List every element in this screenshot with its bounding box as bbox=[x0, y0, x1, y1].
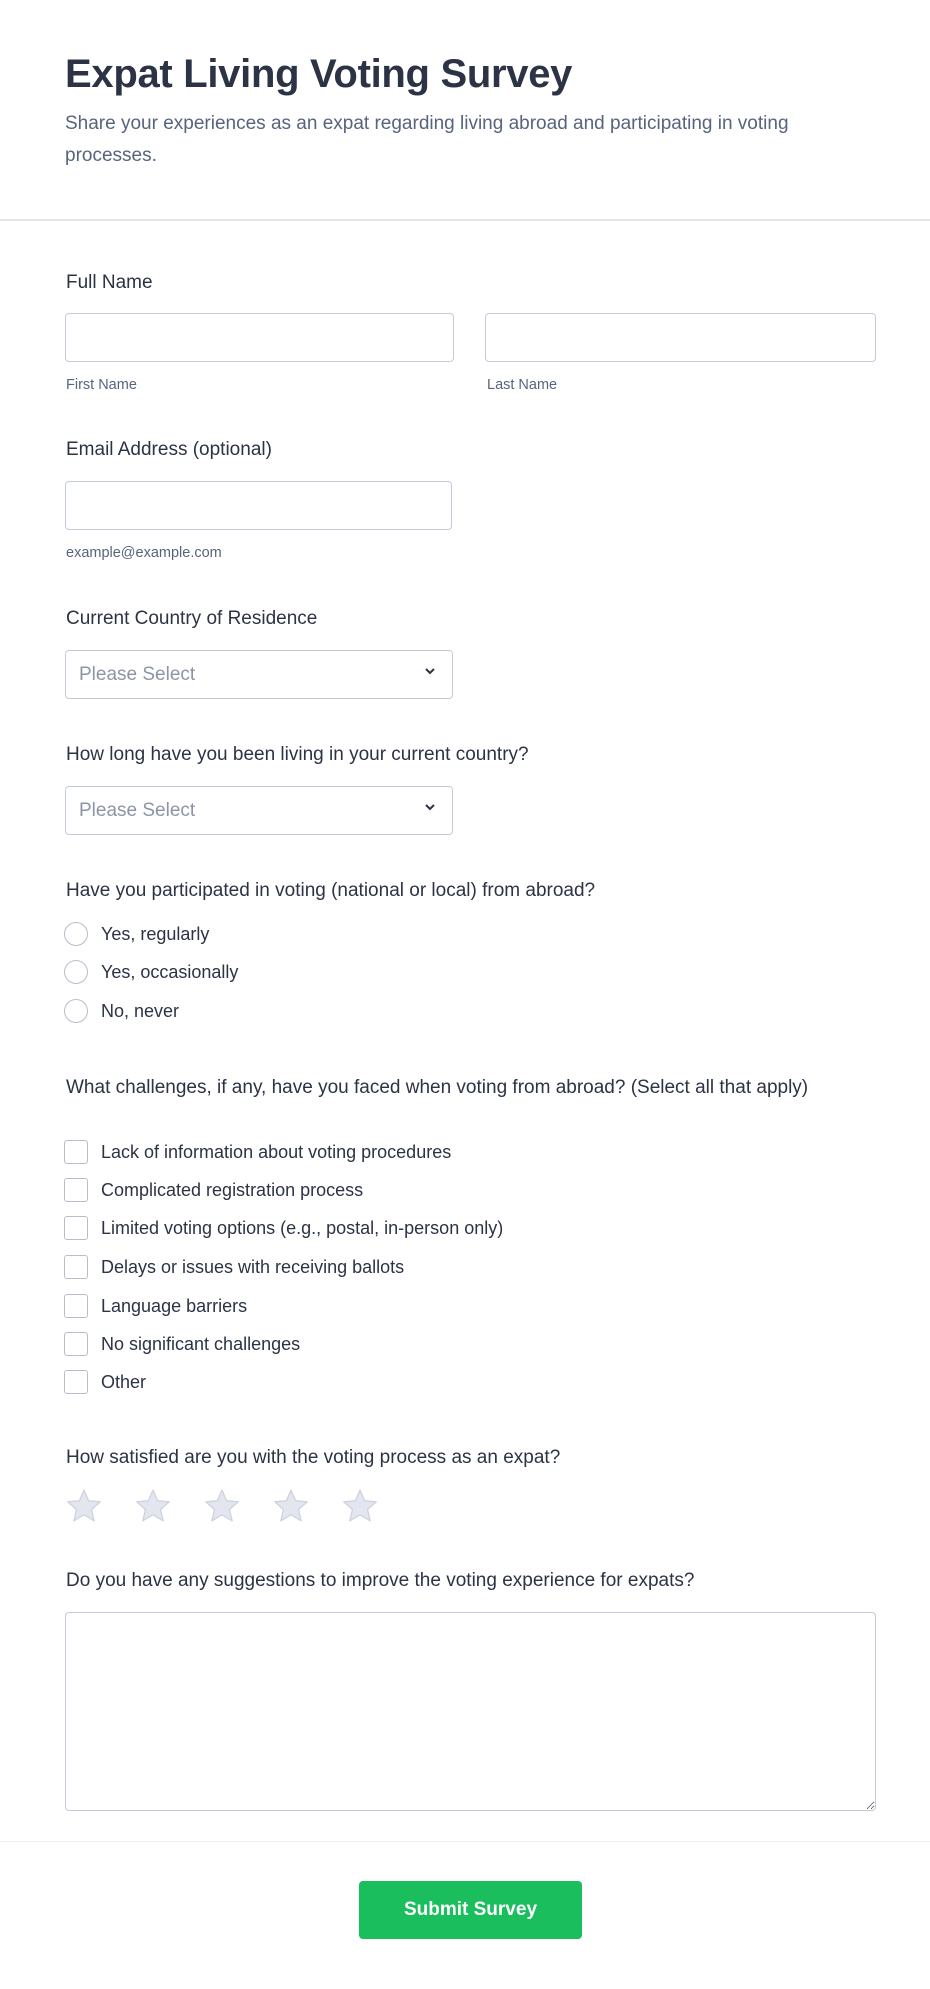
duration-select[interactable] bbox=[65, 786, 453, 835]
footer-divider bbox=[0, 1841, 930, 1842]
chevron-down-icon bbox=[422, 799, 438, 815]
checkbox[interactable] bbox=[64, 1294, 88, 1318]
radio-option[interactable] bbox=[64, 922, 209, 946]
checkbox-option[interactable] bbox=[64, 1332, 300, 1356]
checkbox[interactable] bbox=[64, 1140, 88, 1164]
radio-button[interactable] bbox=[64, 922, 88, 946]
option-label: Delays or issues with receiving ballots bbox=[101, 1256, 405, 1277]
option-label: Yes, regularly bbox=[101, 923, 210, 944]
radio-option[interactable] bbox=[64, 999, 179, 1023]
page-title: Expat Living Voting Survey bbox=[65, 52, 573, 96]
checkbox[interactable] bbox=[64, 1332, 88, 1356]
checkbox[interactable] bbox=[64, 1255, 88, 1279]
submit-button[interactable]: Submit Survey bbox=[359, 1881, 582, 1939]
checkbox[interactable] bbox=[64, 1178, 88, 1202]
checkbox[interactable] bbox=[64, 1370, 88, 1394]
option-label: Complicated registration process bbox=[101, 1179, 364, 1200]
suggestions-textarea[interactable] bbox=[65, 1612, 876, 1811]
checkbox-option[interactable] bbox=[64, 1140, 451, 1164]
option-label: Other bbox=[101, 1371, 147, 1392]
option-label: No significant challenges bbox=[101, 1333, 301, 1354]
star-icon[interactable] bbox=[64, 1486, 104, 1526]
option-label: No, never bbox=[101, 1000, 180, 1021]
checkbox-option[interactable] bbox=[64, 1370, 146, 1394]
option-label: Language barriers bbox=[101, 1295, 248, 1316]
star-icon[interactable] bbox=[340, 1486, 380, 1526]
chevron-down-icon bbox=[422, 663, 438, 679]
radio-button[interactable] bbox=[64, 960, 88, 984]
checkbox-option[interactable] bbox=[64, 1294, 247, 1318]
last-name-hint: Last Name bbox=[487, 377, 558, 393]
radio-option[interactable] bbox=[64, 960, 238, 984]
radio-button[interactable] bbox=[64, 999, 88, 1023]
page-subtitle: Share your experiences as an expat regarding living abroad and participating in voting processes. bbox=[65, 113, 789, 166]
country-select[interactable] bbox=[65, 650, 453, 699]
checkbox-option[interactable] bbox=[64, 1216, 503, 1240]
challenges-label: What challenges, if any, have you faced when voting from abroad? (Select all that apply) bbox=[66, 1077, 809, 1098]
option-label: Limited voting options (e.g., postal, in-person only) bbox=[101, 1217, 504, 1238]
last-name-input[interactable] bbox=[485, 313, 876, 362]
star-icon[interactable] bbox=[202, 1486, 242, 1526]
voted-label: Have you participated in voting (national or local) from abroad? bbox=[66, 880, 596, 901]
country-placeholder: Please Select bbox=[79, 664, 196, 685]
satisfaction-label: How satisfied are you with the voting process as an expat? bbox=[66, 1447, 561, 1468]
star-icon[interactable] bbox=[271, 1486, 311, 1526]
checkbox[interactable] bbox=[64, 1216, 88, 1240]
star-icon[interactable] bbox=[133, 1486, 173, 1526]
duration-label: How long have you been living in your current country? bbox=[66, 744, 529, 765]
first-name-hint: First Name bbox=[66, 377, 137, 393]
header-divider bbox=[0, 219, 930, 221]
email-hint: example@example.com bbox=[66, 545, 222, 561]
option-label: Yes, occasionally bbox=[101, 961, 239, 982]
full-name-label: Full Name bbox=[66, 272, 153, 293]
email-label: Email Address (optional) bbox=[66, 439, 272, 460]
checkbox-option[interactable] bbox=[64, 1255, 404, 1279]
checkbox-option[interactable] bbox=[64, 1178, 363, 1202]
first-name-input[interactable] bbox=[65, 313, 454, 362]
option-label: Lack of information about voting procedures bbox=[101, 1141, 452, 1162]
email-input[interactable] bbox=[65, 481, 452, 530]
country-label: Current Country of Residence bbox=[66, 608, 318, 629]
suggestions-label: Do you have any suggestions to improve the voting experience for expats? bbox=[66, 1570, 695, 1591]
duration-placeholder: Please Select bbox=[79, 800, 196, 821]
